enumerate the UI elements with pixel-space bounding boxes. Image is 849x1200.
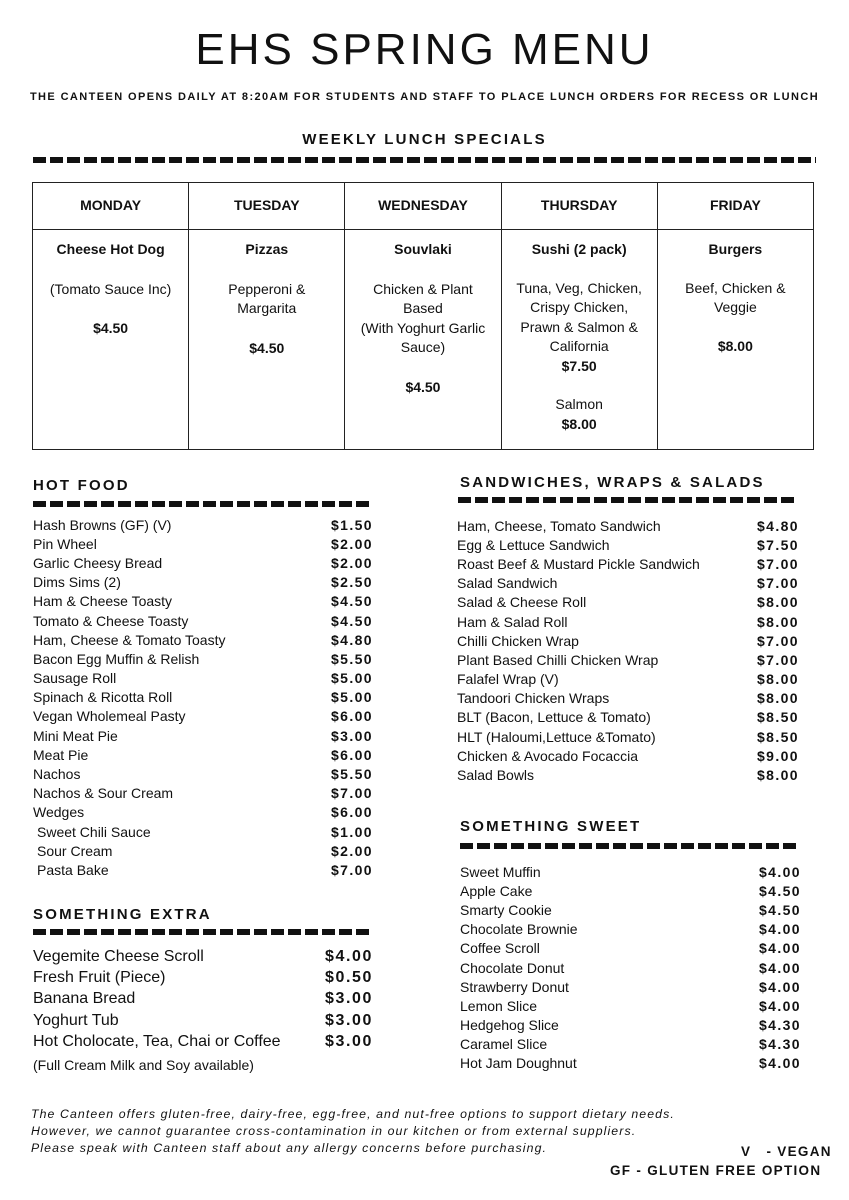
menu-item [460,1054,801,1073]
special-desc: Chicken & Plant [373,280,473,297]
item-name: Bacon Egg Muffin & Relish [33,650,200,667]
disclaimer-line: Please speak with Canteen staff about any allergy concerns before purchasing. [31,1141,548,1155]
weekly-specials-table [32,182,814,450]
menu-item [33,1010,373,1031]
item-name: Salad Sandwich [457,575,558,592]
item-name: Roast Beef & Mustard Pickle Sandwich [457,555,700,572]
item-price: $4.50 [330,593,373,610]
day-friday: FRIDAY [657,183,813,230]
item-name: Hot Cholocate, Tea, Chai or Coffee [33,1033,281,1051]
item-name: Ham & Salad Roll [457,613,568,630]
special-desc: Tuna, Veg, Chicken, [516,279,642,296]
item-price: $6.00 [330,804,373,821]
menu-item [33,946,373,967]
item-name: Sweet Chili Sauce [37,823,151,840]
item-price: $2.50 [330,574,373,591]
item-name: Tandoori Chicken Wraps [457,690,610,707]
disclaimer-line: However, we cannot guarantee cross-contamination in our kitchen or from external suppliers. [31,1124,637,1138]
menu-item [457,516,799,535]
menu-item [460,1035,801,1054]
item-name: Smarty Cookie [460,901,552,918]
item-name: Apple Cake [460,882,533,899]
item-price: $4.00 [758,940,801,957]
item-name: Fresh Fruit (Piece) [33,969,166,987]
weekday-header-row [33,183,814,230]
something-extra-heading: SOMETHING EXTRA [33,906,212,923]
item-name: Caramel Slice [460,1036,548,1053]
item-name: Strawberry Donut [460,978,569,995]
allergy-disclaimer [31,1106,675,1157]
hot-food-list [33,515,373,880]
something-sweet-divider [460,843,798,849]
special-desc: Margarita [237,300,297,316]
item-name: Spinach & Ricotta Roll [33,689,173,706]
item-price: $2.00 [330,842,373,859]
special-desc: Based [403,300,443,316]
item-price: $4.00 [758,1055,801,1072]
menu-item [460,881,801,900]
item-price: $7.00 [756,575,799,592]
menu-item [460,996,801,1015]
hot-food-divider [33,501,373,507]
item-price: $5.50 [330,766,373,783]
menu-item [33,726,373,745]
item-price: $5.50 [330,650,373,667]
menu-item [457,689,799,708]
item-price: $8.00 [756,613,799,630]
item-price: $4.50 [758,882,801,899]
menu-item [33,707,373,726]
special-price: $4.50 [249,339,285,356]
page-title: EHS SPRING MENU [195,25,654,74]
item-price: $7.00 [756,555,799,572]
menu-item [33,630,373,649]
special-desc: Crispy Chicken, [530,299,629,315]
item-price: $7.00 [330,785,373,802]
legend-vegan: V - VEGAN [741,1144,832,1159]
item-price: $4.50 [758,901,801,918]
special-item: Sushi (2 pack) [531,241,627,257]
item-name: Salad & Cheese Roll [457,594,587,611]
special-price: $4.50 [93,320,129,336]
weekly-specials-divider [33,157,816,163]
item-name: Plant Based Chilli Chicken Wrap [457,651,659,668]
special-price: $4.50 [405,378,441,395]
item-price: $6.00 [330,746,373,763]
menu-item [33,989,373,1010]
day-tuesday: TUESDAY [189,183,345,230]
item-name: Hash Browns (GF) (V) [33,516,172,533]
item-price: $3.00 [330,727,373,744]
item-name: Yoghurt Tub [33,1011,119,1029]
item-price: $8.50 [756,728,799,745]
item-price: $3.00 [324,990,373,1008]
item-name: Nachos & Sour Cream [33,785,174,802]
item-name: Vegan Wholemeal Pasty [33,708,186,725]
item-price: $7.50 [756,536,799,553]
item-name: Salad Bowls [457,767,535,784]
item-name: Coffee Scroll [460,940,540,957]
item-name: Chilli Chicken Wrap [457,632,579,649]
menu-item [457,765,799,784]
menu-item [33,967,373,988]
something-sweet-heading: SOMETHING SWEET [460,818,642,835]
day-wednesday: WEDNESDAY [345,183,501,230]
item-price: $4.00 [758,997,801,1014]
item-name: BLT (Bacon, Lettuce & Tomato) [457,709,651,726]
item-price: $7.00 [330,861,373,878]
special-price: $7.50 [561,357,597,374]
item-price: $7.00 [756,632,799,649]
menu-item [457,612,799,631]
page-subtitle: THE CANTEEN OPENS DAILY AT 8:20AM FOR STUDENTS AND STAFF TO PLACE LUNCH ORDERS FOR RECESS OR LUNCH [29,91,820,103]
menu-item [33,803,373,822]
menu-item [457,631,799,650]
item-name: Nachos [33,766,81,783]
weekday-specials-row [33,230,814,450]
disclaimer-line: The Canteen offers gluten-free, dairy-free, egg-free, and nut-free options to support dietary needs. [31,1107,675,1121]
item-name: Egg & Lettuce Sandwich [457,536,610,553]
menu-item [457,670,799,689]
item-name: HLT (Haloumi,Lettuce &Tomato) [457,728,656,745]
item-price: $0.50 [324,969,373,987]
item-price: $8.50 [756,709,799,726]
sandwiches-list [457,516,799,785]
special-extra-item: Salmon [555,396,603,412]
item-name: Pin Wheel [33,535,97,552]
menu-item [33,784,373,803]
item-name: Garlic Cheesy Bread [33,554,163,571]
item-price: $5.00 [330,670,373,687]
special-desc: (Tomato Sauce Inc) [49,280,172,297]
item-name: Sour Cream [37,842,113,859]
menu-item [33,649,373,668]
menu-item [33,745,373,764]
item-price: $1.00 [330,823,373,840]
item-name: Wedges [33,804,85,821]
special-desc: Beef, Chicken & [685,279,786,296]
menu-item [460,958,801,977]
day-thursday: THURSDAY [501,183,657,230]
menu-item [33,573,373,592]
item-price: $5.00 [330,689,373,706]
item-name: Tomato & Cheese Toasty [33,612,189,629]
special-item: Souvlaki [394,241,452,257]
menu-item [457,727,799,746]
menu-item [460,862,801,881]
item-name: Falafel Wrap (V) [457,671,559,688]
item-name: Lemon Slice [460,997,538,1014]
weekly-specials-heading: WEEKLY LUNCH SPECIALS [302,131,547,148]
legend-gluten-free: GF - GLUTEN FREE OPTION [610,1163,822,1178]
item-price: $4.00 [758,959,801,976]
special-desc: Sauce) [400,339,446,355]
item-name: Ham, Cheese & Tomato Toasty [33,631,226,648]
menu-item [33,515,373,534]
menu-item [33,764,373,783]
hot-food-heading: HOT FOOD [33,477,130,494]
menu-item [460,1016,801,1035]
item-price: $4.80 [330,631,373,648]
menu-item [33,1032,373,1053]
item-name: Meat Pie [33,746,89,763]
menu-item [33,688,373,707]
menu-item [460,977,801,996]
day-monday: MONDAY [33,183,189,230]
menu-item [457,535,799,554]
item-price: $3.00 [324,1011,373,1029]
item-name: Ham, Cheese, Tomato Sandwich [457,517,661,534]
item-name: Mini Meat Pie [33,727,118,744]
menu-item [457,554,799,573]
menu-item [33,822,373,841]
menu-item [33,592,373,611]
special-desc: Veggie [713,299,757,315]
special-tuesday [189,230,345,450]
special-desc: California [549,338,609,354]
menu-item [457,574,799,593]
menu-item [33,860,373,879]
special-item: Cheese Hot Dog [56,241,165,257]
special-extra-price: $8.00 [561,415,597,432]
item-name: Chicken & Avocado Focaccia [457,747,639,764]
item-price: $8.00 [756,767,799,784]
item-price: $8.00 [756,671,799,688]
something-sweet-list [460,862,801,1073]
item-price: $4.00 [758,921,801,938]
item-name: Ham & Cheese Toasty [33,593,173,610]
item-price: $9.00 [756,747,799,764]
item-price: $4.00 [758,863,801,880]
item-name: Chocolate Brownie [460,921,578,938]
item-name: Chocolate Donut [460,959,565,976]
item-price: $4.80 [756,517,799,534]
item-name: Hot Jam Doughnut [460,1055,577,1072]
special-item: Pizzas [245,241,289,257]
special-friday [657,230,813,450]
item-name: Vegemite Cheese Scroll [33,947,204,965]
item-price: $4.00 [758,978,801,995]
special-item: Burgers [708,241,763,257]
special-price: $8.00 [717,337,753,354]
something-extra-list [33,946,373,1073]
item-price: $7.00 [756,651,799,668]
item-price: $4.30 [758,1017,801,1034]
menu-item [460,920,801,939]
something-extra-divider [33,929,373,935]
item-price: $6.00 [330,708,373,725]
item-price: $1.50 [330,516,373,533]
special-desc: (With Yoghurt Garlic [360,319,486,336]
item-price: $8.00 [756,594,799,611]
menu-item [33,841,373,860]
special-desc: Pepperoni & [228,280,306,297]
menu-item [460,900,801,919]
special-desc: Prawn & Salmon & [520,318,638,335]
item-name: Pasta Bake [37,861,109,878]
menu-item [33,611,373,630]
menu-item [33,534,373,553]
menu-item [460,939,801,958]
menu-item [457,708,799,727]
menu-item [457,650,799,669]
item-name: Sweet Muffin [460,863,541,880]
item-price: $4.00 [324,947,373,965]
menu-item [457,593,799,612]
menu-item [33,669,373,688]
item-price: $3.00 [324,1033,373,1051]
menu-item [33,553,373,572]
item-price: $4.50 [330,612,373,629]
milk-note: (Full Cream Milk and Soy available) [33,1056,254,1073]
sandwiches-heading: SANDWICHES, WRAPS & SALADS [460,474,765,491]
item-name: Sausage Roll [33,670,117,687]
special-monday [33,230,189,450]
item-price: $2.00 [330,535,373,552]
item-name: Dims Sims (2) [33,574,121,591]
sandwiches-divider [458,497,798,503]
special-thursday [501,230,657,450]
item-price: $2.00 [330,554,373,571]
special-wednesday [345,230,501,450]
menu-item [457,746,799,765]
item-name: Banana Bread [33,990,136,1008]
item-name: Hedgehog Slice [460,1017,559,1034]
item-price: $4.30 [758,1036,801,1053]
item-price: $8.00 [756,690,799,707]
